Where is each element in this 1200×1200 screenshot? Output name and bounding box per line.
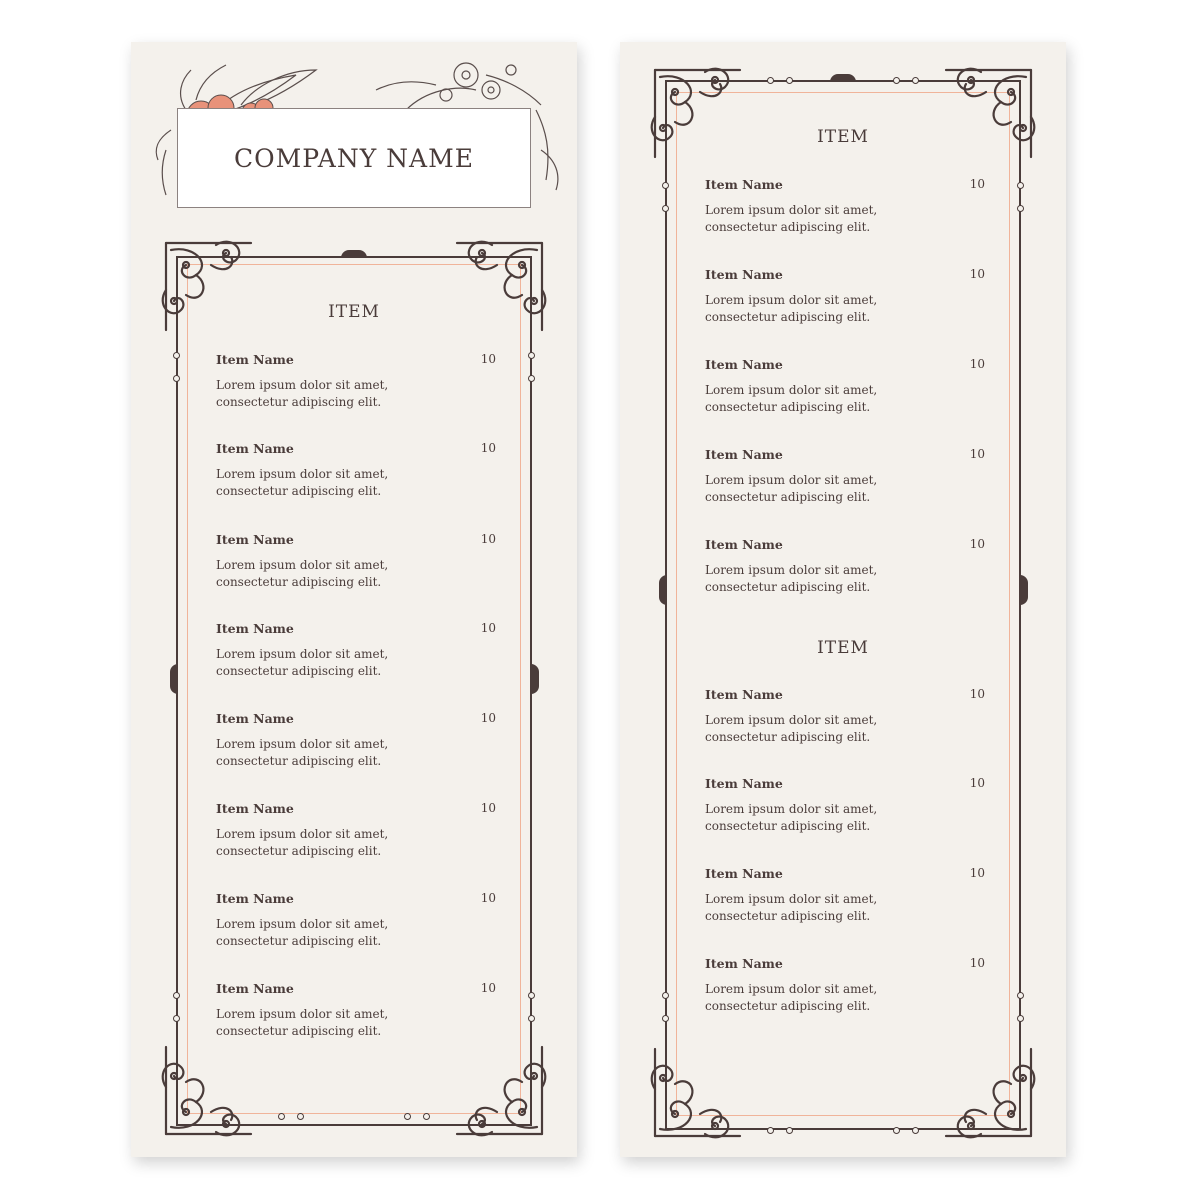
- item-name: Item Name: [705, 866, 783, 881]
- menu-item: [216, 352, 496, 411]
- menu-item: [705, 267, 985, 326]
- item-price: 10: [480, 621, 496, 635]
- frame-bead: [1017, 182, 1024, 189]
- frame-knob-right: [1020, 575, 1028, 605]
- frame-bead: [173, 992, 180, 999]
- item-name: Item Name: [705, 776, 783, 791]
- item-description: Lorem ipsum dolor sit amet, consectetur adipiscing elit.: [705, 892, 878, 923]
- menu-item: [705, 537, 985, 596]
- item-price: 10: [969, 447, 985, 461]
- item-name: Item Name: [705, 687, 783, 702]
- item-description: Lorem ipsum dolor sit amet, consectetur adipiscing elit.: [705, 982, 878, 1013]
- item-name: Item Name: [216, 891, 294, 906]
- menu-item: [216, 801, 496, 860]
- frame-bead: [173, 1015, 180, 1022]
- item-description: Lorem ipsum dolor sit amet, consectetur adipiscing elit.: [216, 378, 389, 409]
- item-description: Lorem ipsum dolor sit amet, consectetur adipiscing elit.: [705, 563, 878, 594]
- item-price: 10: [969, 687, 985, 701]
- item-name: Item Name: [705, 267, 783, 282]
- menu-item: [705, 447, 985, 506]
- frame-bead: [173, 375, 180, 382]
- corner-ornament-bottom-right: [941, 1044, 1041, 1144]
- frame-bead: [786, 77, 793, 84]
- menu-item: [216, 981, 496, 1040]
- frame-bead: [528, 352, 535, 359]
- frame-bead: [423, 1113, 430, 1120]
- menu-item: [705, 177, 985, 236]
- item-description: Lorem ipsum dolor sit amet, consectetur adipiscing elit.: [705, 293, 878, 324]
- item-price: 10: [969, 267, 985, 281]
- frame-bead: [662, 205, 669, 212]
- frame-bead: [662, 992, 669, 999]
- item-description: Lorem ipsum dolor sit amet, consectetur adipiscing elit.: [216, 917, 389, 948]
- frame-bead: [893, 77, 900, 84]
- frame-bead: [662, 182, 669, 189]
- frame-knob-left: [170, 664, 178, 694]
- frame-bead: [912, 1127, 919, 1134]
- item-name: Item Name: [216, 532, 294, 547]
- menu-item: [216, 532, 496, 591]
- frame-bead: [278, 1113, 285, 1120]
- section-title: ITEM: [328, 302, 380, 322]
- corner-ornament-bottom-left: [645, 1044, 745, 1144]
- item-price: 10: [480, 352, 496, 366]
- item-description: Lorem ipsum dolor sit amet, consectetur adipiscing elit.: [216, 827, 389, 858]
- item-description: Lorem ipsum dolor sit amet, consectetur adipiscing elit.: [705, 713, 878, 744]
- item-name: Item Name: [705, 357, 783, 372]
- frame-bead: [528, 1015, 535, 1022]
- item-name: Item Name: [705, 537, 783, 552]
- frame-bead: [1017, 992, 1024, 999]
- company-name-box: [177, 108, 531, 208]
- menu-item: [216, 621, 496, 680]
- item-price: 10: [480, 981, 496, 995]
- item-description: Lorem ipsum dolor sit amet, consectetur adipiscing elit.: [705, 802, 878, 833]
- item-name: Item Name: [705, 447, 783, 462]
- item-price: 10: [480, 532, 496, 546]
- frame-bead: [528, 375, 535, 382]
- frame-bead: [767, 1127, 774, 1134]
- corner-ornament-bottom-right: [452, 1042, 552, 1142]
- item-name: Item Name: [705, 956, 783, 971]
- frame-knob-top: [341, 250, 367, 258]
- corner-ornament-top-left: [645, 62, 745, 162]
- menu-item: [216, 891, 496, 950]
- item-price: 10: [480, 441, 496, 455]
- frame-bead: [404, 1113, 411, 1120]
- company-name: COMPANY NAME: [234, 143, 474, 173]
- item-name: Item Name: [216, 441, 294, 456]
- menu-item: [705, 956, 985, 1015]
- item-price: 10: [480, 891, 496, 905]
- menu-page-right: [620, 42, 1066, 1157]
- item-price: 10: [969, 866, 985, 880]
- menu-page-left: [131, 42, 577, 1157]
- item-price: 10: [969, 177, 985, 191]
- menu-item: [705, 776, 985, 835]
- item-description: Lorem ipsum dolor sit amet, consectetur adipiscing elit.: [216, 647, 389, 678]
- item-price: 10: [969, 776, 985, 790]
- section-title: ITEM: [817, 638, 869, 658]
- item-description: Lorem ipsum dolor sit amet, consectetur adipiscing elit.: [705, 473, 878, 504]
- item-description: Lorem ipsum dolor sit amet, consectetur adipiscing elit.: [216, 1007, 389, 1038]
- frame-bead: [297, 1113, 304, 1120]
- frame-bead: [173, 352, 180, 359]
- menu-item: [216, 441, 496, 500]
- item-description: Lorem ipsum dolor sit amet, consectetur adipiscing elit.: [705, 203, 878, 234]
- item-price: 10: [969, 537, 985, 551]
- frame-bead: [528, 992, 535, 999]
- item-description: Lorem ipsum dolor sit amet, consectetur adipiscing elit.: [216, 558, 389, 589]
- menu-item: [216, 711, 496, 770]
- menu-item: [705, 866, 985, 925]
- frame-bead: [912, 77, 919, 84]
- item-name: Item Name: [216, 621, 294, 636]
- item-name: Item Name: [705, 177, 783, 192]
- section-title: ITEM: [817, 127, 869, 147]
- item-price: 10: [969, 357, 985, 371]
- item-name: Item Name: [216, 981, 294, 996]
- item-name: Item Name: [216, 352, 294, 367]
- menu-item: [705, 687, 985, 746]
- item-price: 10: [480, 801, 496, 815]
- menu-item: [705, 357, 985, 416]
- frame-knob-left: [659, 575, 667, 605]
- item-description: Lorem ipsum dolor sit amet, consectetur adipiscing elit.: [705, 383, 878, 414]
- frame-knob-right: [531, 664, 539, 694]
- frame-bead: [767, 77, 774, 84]
- item-description: Lorem ipsum dolor sit amet, consectetur adipiscing elit.: [216, 467, 389, 498]
- item-name: Item Name: [216, 801, 294, 816]
- corner-ornament-top-right: [941, 62, 1041, 162]
- item-description: Lorem ipsum dolor sit amet, consectetur adipiscing elit.: [216, 737, 389, 768]
- item-price: 10: [480, 711, 496, 725]
- item-price: 10: [969, 956, 985, 970]
- frame-bead: [1017, 205, 1024, 212]
- frame-bead: [786, 1127, 793, 1134]
- corner-ornament-bottom-left: [156, 1042, 256, 1142]
- frame-bead: [1017, 1015, 1024, 1022]
- frame-bead: [662, 1015, 669, 1022]
- item-name: Item Name: [216, 711, 294, 726]
- frame-knob-top: [830, 74, 856, 82]
- frame-bead: [893, 1127, 900, 1134]
